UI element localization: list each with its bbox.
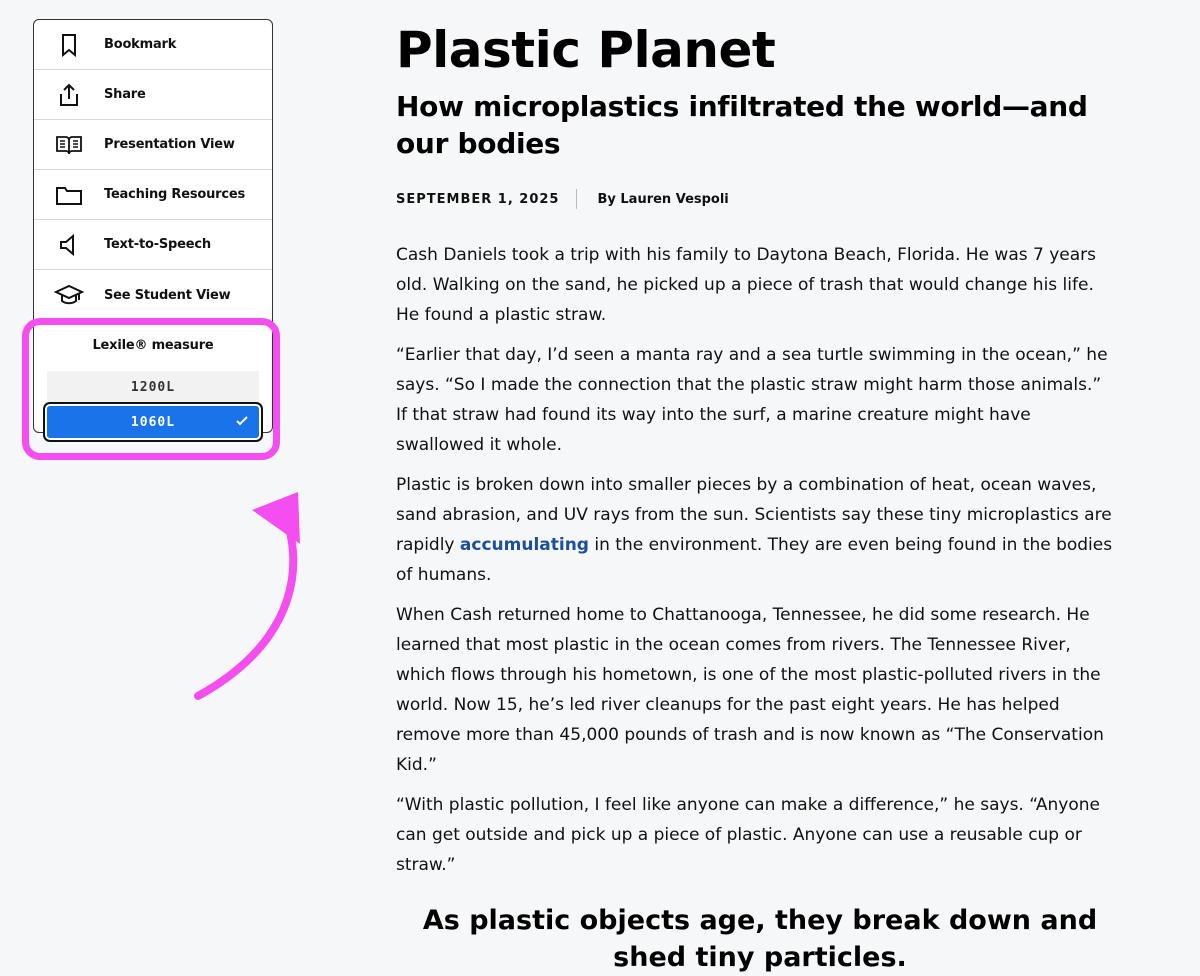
share-button[interactable]	[34, 70, 272, 120]
lexile-option-1060l[interactable]	[47, 406, 259, 438]
paragraph: Cash Daniels took a trip with his family to Daytona Beach, Florida. He was 7 years old. Walking on the sand, he picked up a piece of trash that would change his life. He found a plastic straw.	[396, 245, 1097, 325]
byline	[396, 189, 1116, 209]
see-student-view-button[interactable]	[34, 270, 272, 320]
open-book-icon	[54, 130, 84, 160]
publish-date: SEPTEMBER 1, 2025	[396, 191, 560, 207]
paragraph-text: Plastic is broken down into smaller pieces by a combination of heat, ocean waves, sand abrasion, and UV rays from the sun. Scientists say these tiny microplastics are rapidly	[396, 475, 1112, 555]
menu-item-label: See Student View	[104, 287, 231, 303]
bookmark-button[interactable]	[34, 20, 272, 70]
paragraph: “With plastic pollution, I feel like anyone can make a difference,” he says. “Anyone can get outside and pick up a piece of plastic. Anyone can use a reusable cup or straw.”	[396, 795, 1100, 875]
article-tools-menu	[33, 19, 273, 433]
share-icon	[54, 80, 84, 110]
menu-item-label: Bookmark	[104, 37, 177, 52]
folder-icon	[54, 180, 84, 210]
lexile-measure-title: Lexile® measure	[92, 338, 214, 353]
presentation-view-button[interactable]	[34, 120, 272, 170]
author: By Lauren Vespoli	[597, 191, 729, 207]
lexile-option-1200l[interactable]	[47, 371, 259, 403]
article-body	[396, 240, 1116, 880]
article	[396, 20, 1116, 976]
lexile-option-label: 1060L	[130, 414, 176, 430]
bookmark-icon	[54, 30, 84, 60]
vocabulary-link[interactable]: accumulating	[459, 535, 589, 555]
graduation-cap-icon	[54, 280, 84, 310]
lexile-option-label: 1200L	[130, 379, 176, 395]
byline-divider	[576, 189, 577, 209]
annotation-arrow-icon	[180, 470, 320, 710]
teaching-resources-button[interactable]	[34, 170, 272, 220]
article-subtitle: How microplastics infiltrated the world—and our bodies	[396, 90, 1088, 160]
section-heading: As plastic objects age, they break down and shed tiny particles.	[422, 905, 1098, 973]
paragraph-text: in the environment. They are even being found in the bodies of humans.	[396, 535, 1113, 585]
menu-item-label: Presentation View	[104, 137, 235, 152]
article-title: Plastic Planet	[396, 21, 776, 79]
checkmark-icon	[235, 414, 249, 428]
paragraph: “Earlier that day, I’d seen a manta ray and a sea turtle swimming in the ocean,” he says. “So I made the connection that the plastic straw might harm those animals.” If that straw had found its way into the surf, a marine creature might have swallowed it whole.	[396, 345, 1108, 455]
paragraph	[396, 470, 1116, 590]
speaker-icon	[54, 230, 84, 260]
text-to-speech-button[interactable]	[34, 220, 272, 270]
menu-item-label: Share	[104, 87, 146, 102]
menu-item-label: Text-to-Speech	[104, 237, 211, 252]
menu-item-label: Teaching Resources	[104, 187, 246, 202]
paragraph: When Cash returned home to Chattanooga, Tennessee, he did some research. He learned that most plastic in the ocean comes from rivers. The Tennessee River, which flows through his hometown, is one of the most plastic-polluted rivers in the world. Now 15, he’s led river cleanups for the past eight years. He has helped remove more than 45,000 pounds of trash and is now known as “The Conservation Kid.”	[396, 605, 1104, 775]
